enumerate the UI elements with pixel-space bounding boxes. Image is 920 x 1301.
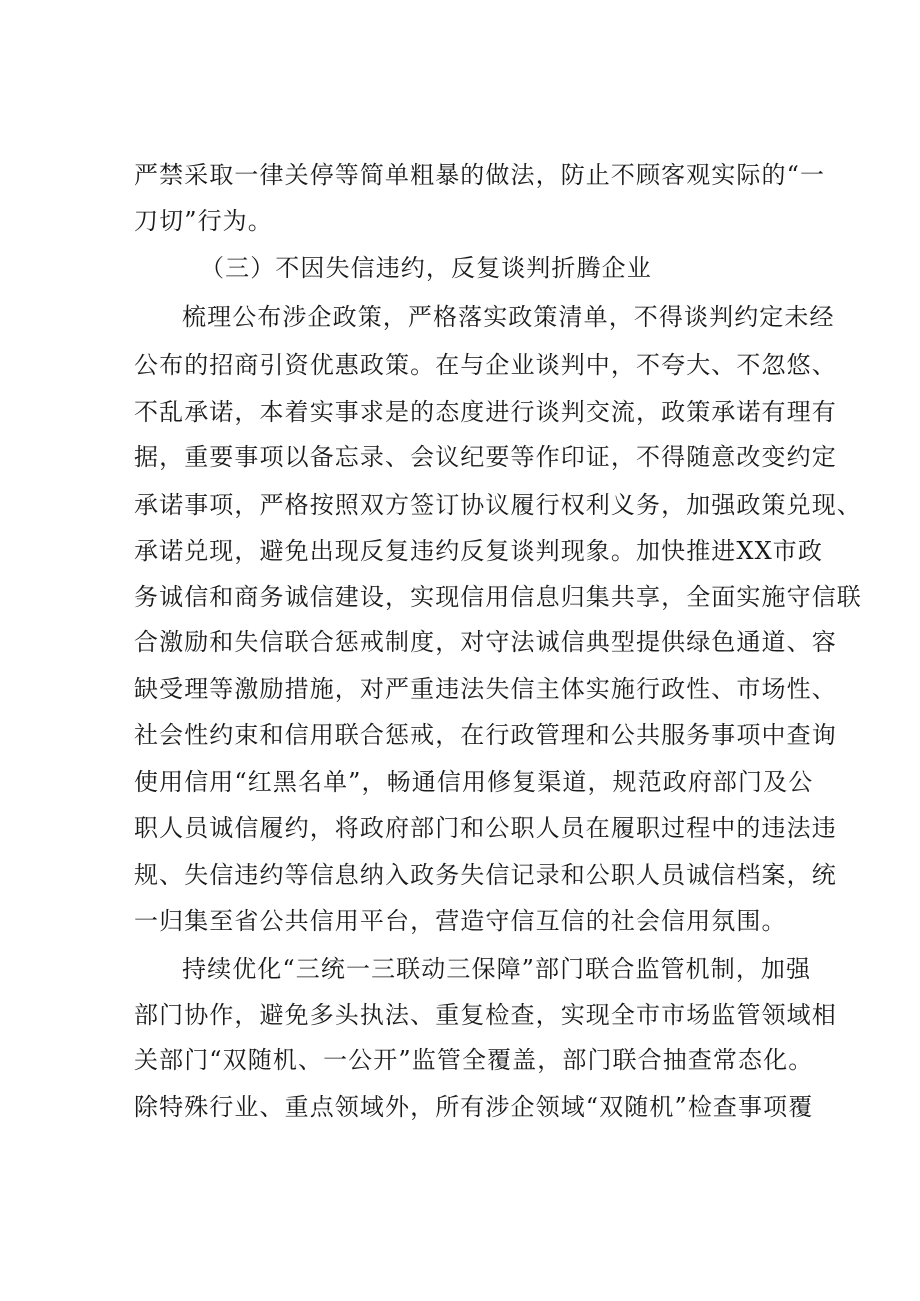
body-text-line: 梳理公布涉企政策，严格落实政策清单，不得谈判约定未经 xyxy=(182,303,835,331)
body-text-line: 合激励和失信联合惩戒制度，对守法诚信典型提供绿色通道、容 xyxy=(134,628,837,656)
body-text-line: 承诺兑现，避免出现反复违约反复谈判现象。加快推进XX市政 xyxy=(134,537,823,565)
body-text-line: 部门协作，避免多头执法、重复检查，实现全市市场监管领域相 xyxy=(134,1001,837,1029)
body-text-line: 持续优化“三统一三联动三保障”部门联合监管机制，加强 xyxy=(182,955,812,983)
body-text-line: 刀切”行为。 xyxy=(134,207,273,235)
body-text-line: 公布的招商引资优惠政策。在与企业谈判中，不夸大、不忽悠、 xyxy=(134,351,837,379)
body-text-line: 使用信用“红黑名单”，畅通信用修复渠道，规范政府部门及公 xyxy=(134,768,814,796)
body-text-line: 社会性约束和信用联合惩戒，在行政管理和公共服务事项中查询 xyxy=(134,721,837,749)
body-text-line: 不乱承诺，本着实事求是的态度进行谈判交流，政策承诺有理有 xyxy=(134,398,837,426)
body-text-line: 除特殊行业、重点领域外，所有涉企领域“双随机”检查事项覆 xyxy=(134,1093,814,1121)
body-text-line: 一归集至省公共信用平台，营造守信互信的社会信用氛围。 xyxy=(134,907,787,935)
body-text-line: 缺受理等激励措施，对严重违法失信主体实施行政性、市场性、 xyxy=(134,675,837,703)
body-text-line: 务诚信和商务诚信建设，实现信用信息归集共享，全面实施守信联 xyxy=(134,583,862,611)
body-text-line: 规、失信违约等信息纳入政务失信记录和公职人员诚信档案，统 xyxy=(134,861,837,889)
body-text-line: 承诺事项，严格按照双方签订协议履行权利义务，加强政策兑现、 xyxy=(134,491,862,519)
body-text-line: 职人员诚信履约，将政府部门和公职人员在履职过程中的违法违 xyxy=(134,814,837,842)
body-text-line: 据，重要事项以备忘录、会议纪要等作印证，不得随意改变约定 xyxy=(134,443,837,471)
section-heading: （三）不因失信违约，反复谈判折腾企业 xyxy=(200,254,652,282)
body-text-line: 关部门“双随机、一公开”监管全覆盖，部门联合抽查常态化。 xyxy=(134,1046,814,1074)
body-text-line: 严禁采取一律关停等简单粗暴的做法，防止不顾客观实际的“一 xyxy=(134,161,826,189)
